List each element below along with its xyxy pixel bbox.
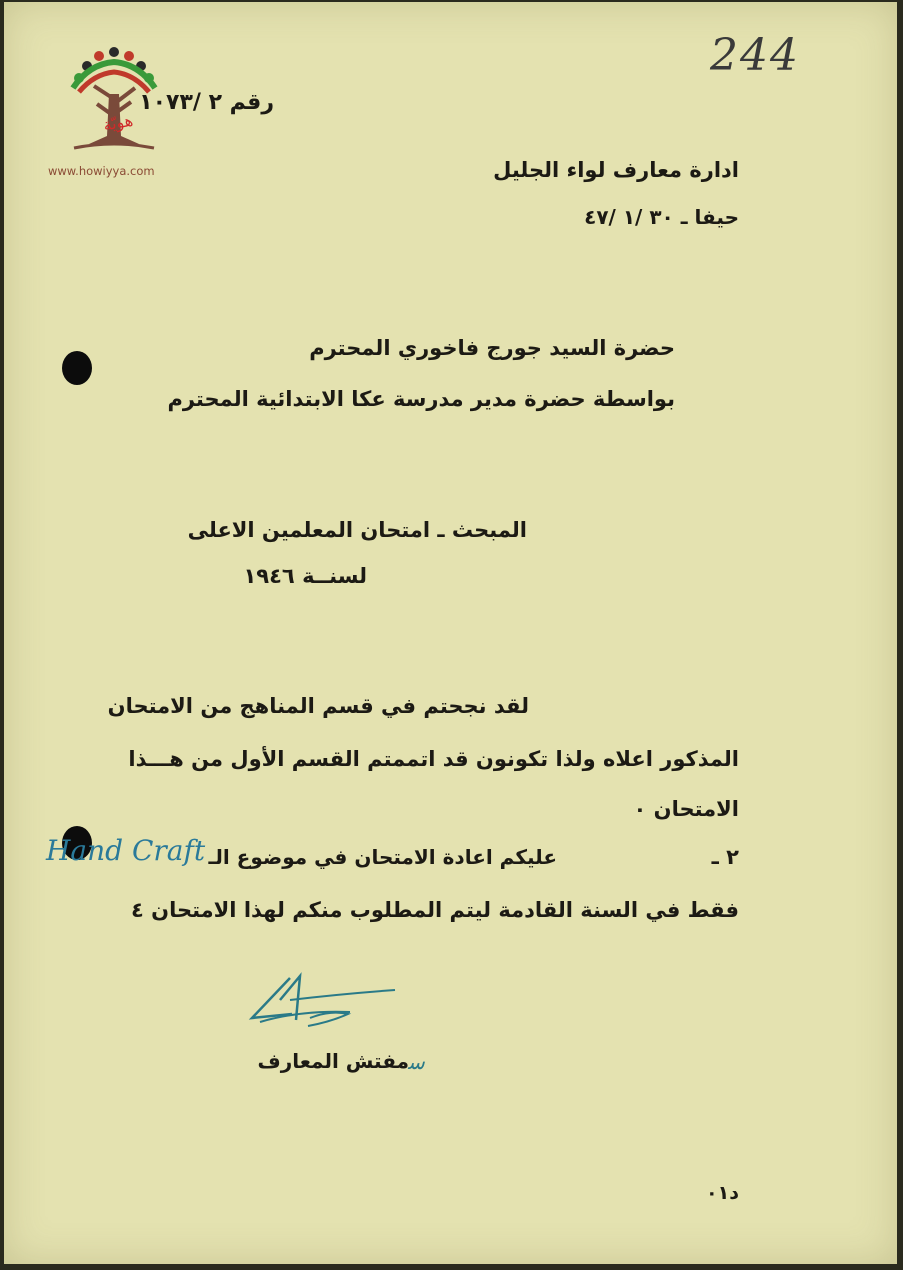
subject-line-1: المبحث ـ امتحان المعلمين الاعلى	[187, 518, 527, 542]
footer-code: د٠١	[706, 1182, 739, 1204]
signature	[230, 970, 410, 1040]
signature-title: مفتش المعارف	[257, 1049, 409, 1073]
reference-number: رقم ٢ /١٠٧٣	[139, 90, 274, 115]
handwritten-annotation: Hand Craft	[46, 834, 206, 867]
punch-hole-top	[62, 351, 92, 385]
handwritten-page-number: 244	[710, 30, 800, 81]
body-line-2: المذكور اعلاه ولذا تكونون قد اتممتم القسم الأول من هـــذا	[128, 747, 739, 771]
body-line-5: فقط في السنة القادمة ليتم المطلوب منكم لهذا الامتحان ٤	[131, 898, 739, 922]
body-item-number: ٢ ـ	[711, 845, 739, 869]
addressee-line-2: بواسطة حضرة مدير مدرسة عكا الابتدائية المحترم	[167, 387, 675, 411]
subject-line-2: لسنــة ١٩٤٦	[243, 564, 367, 588]
addressee-line-1: حضرة السيد جورج فاخوري المحترم	[309, 336, 675, 360]
body-line-1: لقد نجحتم في قسم المناهج من الامتحان	[107, 694, 529, 718]
place-date: حيفا ـ ٣٠ /١ /٤٧	[584, 205, 739, 229]
svg-text:هويّة: هويّة	[101, 110, 135, 135]
document-page	[4, 2, 897, 1264]
body-line-4: عليكم اعادة الامتحان في موضوع الـ	[208, 845, 557, 869]
signature-prefix: ﺳ	[408, 1050, 425, 1074]
department-header: ادارة معارف لواء الجليل	[493, 158, 739, 182]
body-line-3: الامتحان ٠	[633, 797, 739, 821]
logo-url: www.howiyya.com	[48, 164, 155, 178]
